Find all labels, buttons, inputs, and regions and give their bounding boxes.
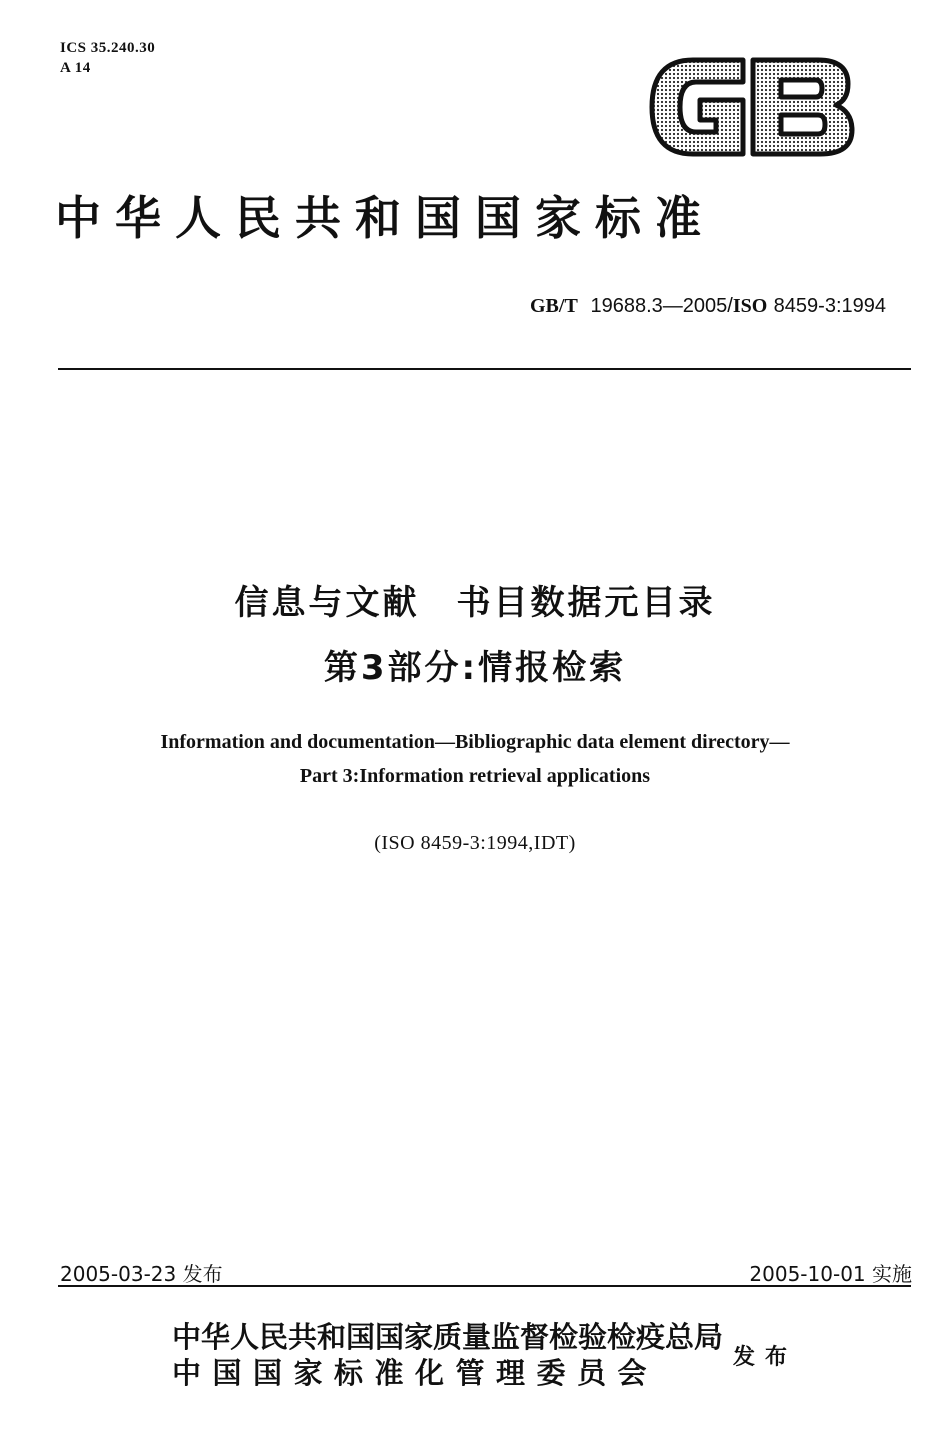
publish-label: 发布 <box>733 1344 798 1370</box>
english-title-line1: Information and documentation—Bibliographic data element directory— <box>160 731 790 753</box>
english-title-line2: Part 3:Information retrieval applications <box>299 765 651 787</box>
standard-prefix: GB/T <box>529 295 578 317</box>
chinese-title-line2: 第3部分:情报检索 <box>323 648 627 688</box>
issuer-aqsiq: 中华人民共和国国家质量监督检验检疫总局 <box>172 1320 724 1354</box>
bottom-divider <box>58 1285 911 1287</box>
classification-codes <box>60 38 155 78</box>
implementation-date: 2005-10-01 实施 <box>749 1262 912 1286</box>
top-divider <box>58 368 911 370</box>
chinese-title-line1: 信息与文献 书目数据元目录 <box>234 583 716 623</box>
iso-number-value: 8459-3:1994 <box>773 295 886 317</box>
issue-date: 2005-03-23 发布 <box>60 1262 223 1286</box>
standard-number <box>530 293 886 318</box>
iso-prefix: ISO <box>732 295 768 317</box>
national-standard-title: 中华人民共和国国家标准 <box>55 191 715 245</box>
issuer-sac: 中国国家标准化管理委员会 <box>172 1356 659 1390</box>
gb-logo-graphic <box>648 52 858 162</box>
iso-equivalence: (ISO 8459-3:1994,IDT) <box>374 832 576 854</box>
ccs-code: A 14 <box>60 60 91 76</box>
ics-code: ICS 35.240.30 <box>60 40 156 56</box>
gb-logo <box>648 52 858 162</box>
standard-number-value: 19688.3—2005/ <box>590 295 733 317</box>
